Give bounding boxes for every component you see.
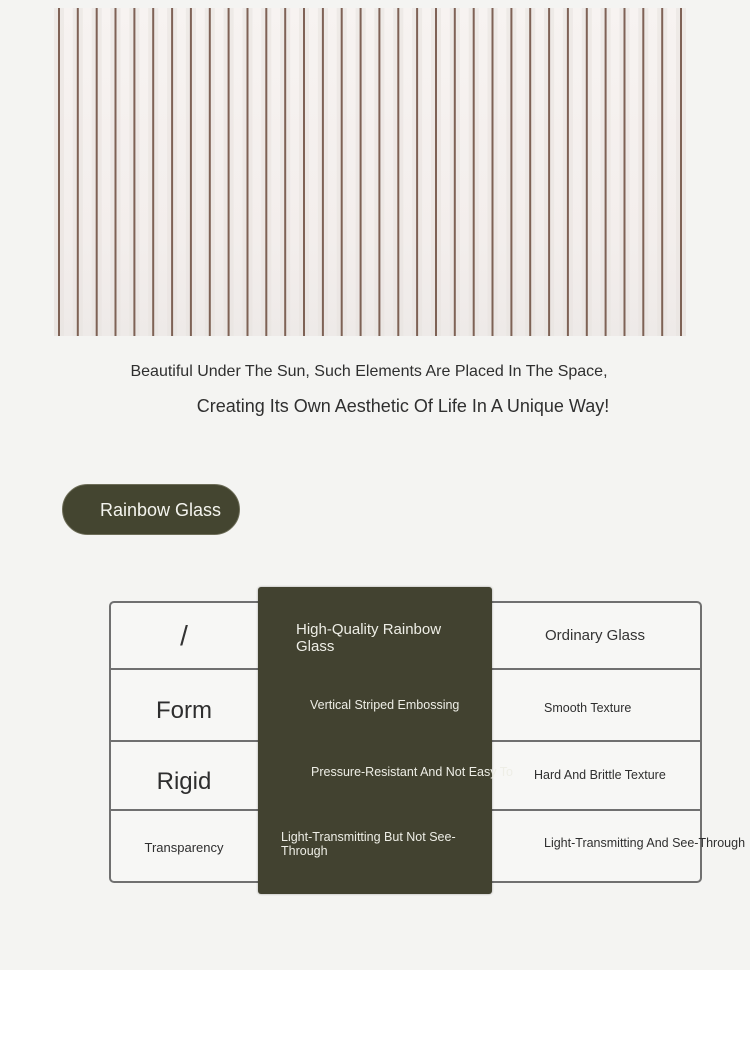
row-label-rigid: Rigid <box>156 768 212 795</box>
header-label: / <box>180 620 188 651</box>
glass-stripe <box>680 8 682 336</box>
glass-stripe <box>133 8 135 336</box>
glass-stripe <box>661 8 663 336</box>
glass-stripe <box>529 8 531 336</box>
row-label-transparency: Transparency <box>144 840 224 855</box>
vertical-stripes-graphic <box>54 8 686 336</box>
glass-stripe <box>378 8 380 336</box>
glass-stripe <box>586 8 588 336</box>
glass-stripe <box>228 8 230 336</box>
glass-stripe <box>247 8 249 336</box>
glass-stripe <box>58 8 60 336</box>
glass-stripe <box>548 8 550 336</box>
glass-stripe <box>77 8 79 336</box>
striped-glass-photo <box>54 8 686 336</box>
glass-stripe <box>96 8 98 336</box>
rainbow-transparency-value: Light-Transmitting But Not See-Through <box>281 830 456 858</box>
ordinary-form-value: Smooth Texture <box>544 701 632 715</box>
glass-stripe <box>190 8 192 336</box>
glass-stripe <box>341 8 343 336</box>
glass-stripe <box>265 8 267 336</box>
glass-stripe <box>115 8 117 336</box>
row-label-form: Form <box>156 697 212 724</box>
glass-stripe <box>624 8 626 336</box>
glass-stripe <box>492 8 494 336</box>
glass-stripe <box>642 8 644 336</box>
tagline-line-2: Creating Its Own Aesthetic Of Life In A Unique Way! <box>196 396 610 416</box>
ordinary-transparency-value: Light-Transmitting And See-Through <box>544 836 746 850</box>
glass-stripe <box>303 8 305 336</box>
glass-stripe <box>454 8 456 336</box>
glass-stripe <box>284 8 286 336</box>
glass-stripe <box>605 8 607 336</box>
rainbow-form-value: Vertical Striped Embossing <box>310 698 460 712</box>
glass-stripe <box>152 8 154 336</box>
glass-stripe <box>567 8 569 336</box>
header-high-quality-rainbow-glass: High-Quality Rainbow Glass <box>296 621 442 655</box>
glass-stripe <box>435 8 437 336</box>
tagline-line-1: Beautiful Under The Sun, Such Elements Are Placed In The Space, <box>130 363 608 380</box>
rainbow-rigid-value: Pressure-Resistant And Not Easy To <box>311 765 513 779</box>
glass-stripe <box>416 8 418 336</box>
glass-stripe <box>397 8 399 336</box>
ordinary-rigid-value: Hard And Brittle Texture <box>534 768 666 782</box>
glass-stripe <box>360 8 362 336</box>
glass-stripe <box>209 8 211 336</box>
glass-stripe <box>473 8 475 336</box>
glass-stripe <box>171 8 173 336</box>
rainbow-glass-badge: Rainbow Glass <box>62 484 240 535</box>
glass-stripe <box>510 8 512 336</box>
glass-stripe <box>322 8 324 336</box>
header-ordinary-glass: Ordinary Glass <box>545 627 646 644</box>
